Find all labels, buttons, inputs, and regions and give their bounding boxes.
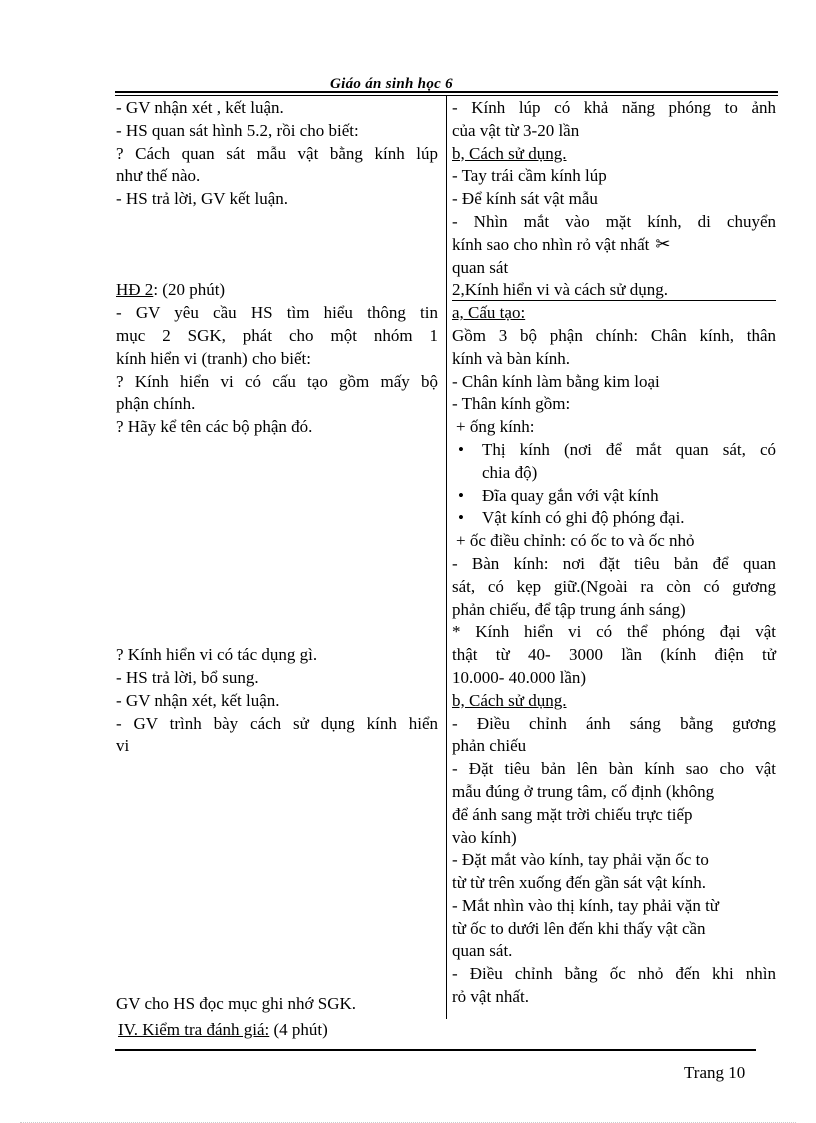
right-line: phản chiếu, để tập trung ánh sáng) — [452, 599, 686, 619]
left-line: - GV nhận xét , kết luận. — [116, 98, 284, 117]
right-line: + ốc điều chỉnh: có ốc to và ốc nhỏ — [456, 531, 695, 551]
section-heading: 2,Kính hiển vi và cách sử dụng. — [452, 280, 669, 300]
right-line: + ống kính: — [456, 417, 535, 437]
right-line: từ ốc to dưới lên đến khi thấy vật cần — [452, 918, 706, 938]
bullet-continuation: chia độ) — [482, 462, 538, 482]
evaluation-duration: (4 phút) — [273, 1020, 328, 1039]
scissors-icon: ✂ — [655, 233, 671, 255]
left-line: vi — [116, 736, 130, 756]
right-line: vào kính) — [452, 827, 517, 847]
page-number: Trang 10 — [684, 1063, 746, 1082]
left-line: ? Hãy kể tên các bộ phận đó. — [116, 417, 313, 437]
right-line: - Thân kính gồm: — [452, 394, 571, 414]
right-line: để ánh sang mặt trời chiếu trực tiếp — [452, 804, 693, 824]
left-line: - HS quan sát hình 5.2, rồi cho biết: — [116, 120, 359, 140]
right-line: của vật từ 3-20 lần — [452, 120, 580, 140]
bullet-item — [452, 439, 776, 462]
right-line: - Nhìn mắt vào mặt kính, di chuyển — [452, 211, 776, 231]
left-line: như thế nào. — [116, 166, 201, 186]
right-line: sát, có kẹp giữ.(Ngoài ra còn có gương — [452, 576, 776, 596]
left-line: phận chính. — [116, 394, 196, 414]
left-line: - GV nhận xét, kết luận. — [116, 690, 280, 710]
right-line: - Chân kính làm bằng kim loại — [452, 371, 660, 391]
bullet-text: Vật kính có ghi độ phóng đại. — [482, 508, 685, 528]
bullet-item — [452, 485, 776, 508]
hd2-duration: : (20 phút) — [153, 280, 226, 300]
right-line-with-icon — [452, 234, 776, 257]
right-line: quan sát. — [452, 941, 513, 961]
right-line: Gồm 3 bộ phận chính: Chân kính, thân — [452, 325, 776, 345]
right-line: rỏ vật nhất. — [452, 987, 529, 1007]
bullet-text: Đĩa quay gắn với vật kính — [482, 485, 659, 505]
right-line-text: kính sao cho nhìn rỏ vật nhất — [452, 234, 650, 254]
header-rule-thick — [115, 91, 778, 93]
left-line: - HS trả lời, bổ sung. — [116, 667, 259, 687]
right-line: - Điều chỉnh ánh sáng bằng gương — [452, 713, 776, 733]
right-line: - Mắt nhìn vào thị kính, tay phải vặn từ — [452, 895, 720, 915]
right-line: - Điều chỉnh bằng ốc nhỏ đến khi nhìn — [452, 964, 776, 984]
subsection-heading: b, Cách sử dụng. — [452, 690, 567, 710]
bullet-text: Thị kính (nơi để mắt quan sát, có — [482, 439, 776, 459]
right-line: - Kính lúp có khả năng phóng to ảnh — [452, 98, 776, 117]
left-line: kính hiển vi (tranh) cho biết: — [116, 348, 311, 368]
footer-rule — [115, 1049, 756, 1051]
left-line: - GV trình bày cách sử dụng kính hiển — [116, 713, 438, 733]
left-line: - HS trả lời, GV kết luận. — [116, 189, 289, 209]
bullet-icon: • — [458, 485, 464, 505]
left-line: ? Kính hiển vi có tác dụng gì. — [116, 645, 318, 665]
right-line: quan sát — [452, 257, 509, 277]
right-line: mẫu đúng ở trung tâm, cố định (không — [452, 781, 715, 801]
activity-heading — [116, 279, 438, 302]
page-header-title: Giáo án sinh học 6 — [330, 76, 453, 92]
right-line: 10.000- 40.000 lần) — [452, 667, 587, 687]
right-line: kính và bàn kính. — [452, 348, 571, 368]
left-line: ? Cách quan sát mẫu vật bằng kính lúp — [116, 143, 438, 163]
right-line: phản chiếu — [452, 736, 527, 756]
evaluation-heading — [118, 1020, 328, 1040]
bullet-item — [452, 507, 776, 530]
right-line: - Đặt tiêu bản lên bàn kính sao cho vật — [452, 759, 776, 779]
right-line: từ từ trên xuống đến gần sát vật kính. — [452, 873, 707, 893]
teacher-activity-column — [116, 97, 438, 758]
bullet-icon: • — [458, 508, 464, 528]
left-bottom-line: GV cho HS đọc mục ghi nhớ SGK. — [116, 994, 357, 1013]
right-line: thật từ 40- 3000 lần (kính điện tử — [452, 645, 776, 665]
bullet-icon: • — [458, 439, 464, 459]
content-column — [452, 97, 776, 1009]
evaluation-label: IV. Kiểm tra đánh giá: — [118, 1020, 270, 1039]
subsection-heading: a, Cấu tạo: — [452, 303, 526, 323]
left-line: ? Kính hiển vi có cấu tạo gồm mấy bộ — [116, 371, 438, 391]
left-line: mục 2 SGK, phát cho một nhóm 1 — [116, 325, 438, 345]
column-divider — [446, 96, 447, 1019]
subsection-heading: b, Cách sử dụng. — [452, 143, 567, 163]
left-line: - GV yêu cầu HS tìm hiểu thông tin — [116, 303, 438, 323]
section-rule — [452, 300, 776, 301]
right-line: - Để kính sát vật mẫu — [452, 189, 598, 209]
right-line: * Kính hiển vi có thể phóng đại vật — [452, 622, 776, 642]
right-line: - Bàn kính: nơi đặt tiêu bản để quan — [452, 553, 776, 573]
right-line: - Tay trái cầm kính lúp — [452, 166, 607, 186]
hd2-label: HĐ 2 — [116, 280, 154, 300]
right-line: - Đặt mắt vào kính, tay phải vặn ốc to — [452, 850, 709, 870]
